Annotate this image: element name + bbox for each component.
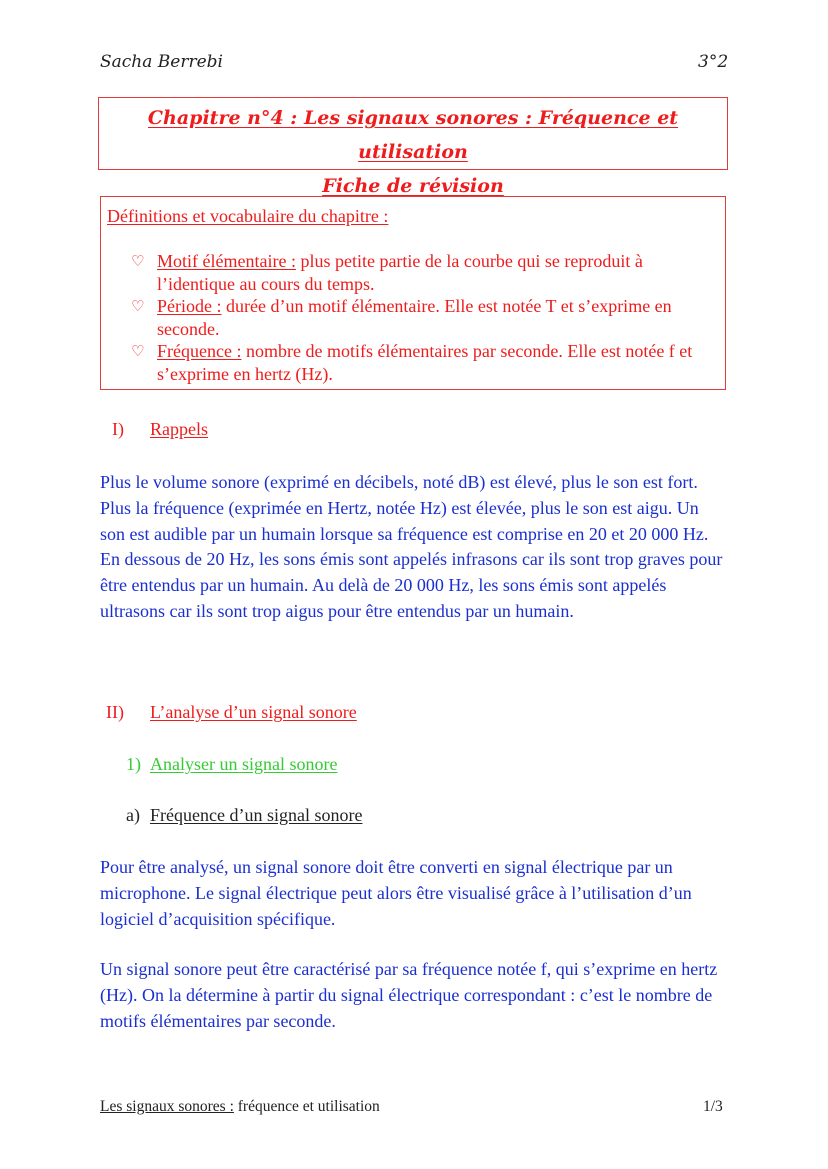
section-label: Rappels <box>150 419 208 439</box>
footer-title-rest: fréquence et utilisation <box>233 1098 380 1115</box>
heart-outline-icon: ♡ <box>131 252 145 270</box>
definition-item <box>131 295 721 340</box>
author-name: Sacha Berrebi <box>100 52 223 72</box>
footer-title <box>100 1098 380 1116</box>
subsection-letter: a) <box>126 805 140 825</box>
subsection-heading-analyser <box>126 754 337 775</box>
page-number: 1/3 <box>703 1098 723 1115</box>
rappels-paragraph <box>100 470 728 625</box>
analyse-paragraph: Pour être analysé, un signal sonore doit être converti en signal électrique par un microphone. Le signal électrique peut alors être visualisé grâce à l’utilisation d’un logiciel d’acquisition spécifique. <box>100 857 692 929</box>
subsection-heading-frequence <box>126 805 362 826</box>
definition-term: Période : <box>157 296 222 316</box>
paragraph-line: Plus le volume sonore (exprimé en décibels, noté dB) est élevé, plus le son est fort. <box>100 472 698 492</box>
paragraph-line: Plus la fréquence (exprimée en Hertz, notée Hz) est élevée, plus le son est aigu. Un son est audible par un humain lorsque sa fréquence est comprise en 20 et 20 000 Hz. En dessous de 20 Hz, les sons émis sont appelés infrasons car ils sont trop graves pour être entendus par un humain. Au delà de 20 000 Hz, les sons émis sont appelés ultrasons car ils sont trop aigus pour être entendus par un humain. <box>100 497 723 621</box>
subsection-number: 1) <box>126 754 141 774</box>
subsection-label: Analyser un signal sonore <box>150 754 338 774</box>
definitions-list <box>131 250 721 385</box>
definition-term: Motif élémentaire : <box>157 251 296 271</box>
section-number: II) <box>106 702 124 722</box>
class-label: 3°2 <box>698 52 729 72</box>
definition-item <box>131 340 721 385</box>
heart-outline-icon: ♡ <box>131 297 145 315</box>
definition-term: Fréquence : <box>157 341 242 361</box>
section-heading-analyse <box>106 702 357 723</box>
chapter-title-box <box>98 97 728 197</box>
heart-outline-icon: ♡ <box>131 342 145 360</box>
frequence-paragraph: Un signal sonore peut être caractérisé par sa fréquence notée f, qui s’exprime en hertz (Hz). On la détermine à partir du signal électrique correspondant : c’est le nombre de motifs élémentaires par seconde. <box>100 959 718 1031</box>
section-label: L’analyse d’un signal sonore <box>150 702 357 722</box>
subsection-label: Fréquence d’un signal sonore <box>150 805 363 825</box>
definition-item <box>131 250 721 295</box>
section-number: I) <box>112 419 124 439</box>
chapter-title: Chapitre n°4 : Les signaux sonores : Fréquence et utilisation <box>147 107 679 163</box>
definitions-heading: Définitions et vocabulaire du chapitre : <box>107 206 389 226</box>
chapter-subtitle: Fiche de révision <box>322 175 504 197</box>
footer-title-underlined: Les signaux sonores : <box>100 1098 234 1115</box>
definition-text: durée d’un motif élémentaire. Elle est notée T et s’exprime en seconde. <box>157 296 672 339</box>
section-heading-rappels <box>112 419 208 440</box>
definitions-box <box>100 196 726 390</box>
definition-text: nombre de motifs élémentaires par seconde. Elle est notée f et s’exprime en hertz (Hz). <box>157 341 693 384</box>
definition-text: plus petite partie de la courbe qui se reproduit à l’identique au cours du temps. <box>157 251 643 294</box>
